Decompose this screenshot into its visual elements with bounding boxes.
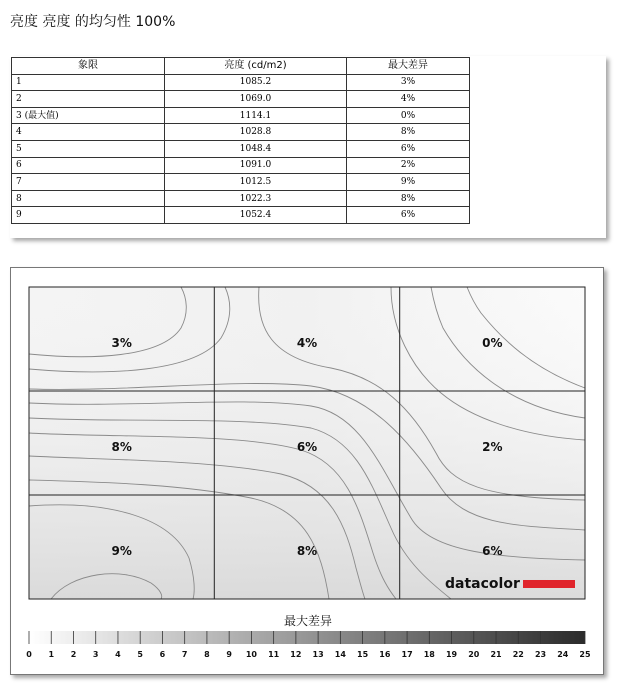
colorbar-tick-label: 8 xyxy=(204,650,210,659)
table-row xyxy=(12,174,470,191)
header-deviation: 最大差异 xyxy=(347,58,470,75)
cell-label-3: 0% xyxy=(482,336,503,350)
uniformity-map-panel xyxy=(10,267,604,675)
uniformity-map xyxy=(11,268,605,676)
quadrant-cell: 2 xyxy=(12,91,165,108)
colorbar-tick-label: 12 xyxy=(290,650,302,659)
luminance-cell: 1022.3 xyxy=(165,190,347,207)
deviation-cell: 9% xyxy=(347,174,470,191)
quadrant-cell: 9 xyxy=(12,207,165,224)
datacolor-wordmark: datacolor xyxy=(445,576,520,592)
colorbar-tick-label: 19 xyxy=(445,650,458,659)
quadrant-cell: 5 xyxy=(12,140,165,157)
colorbar-tick-label: 22 xyxy=(512,650,524,659)
cell-label-2: 4% xyxy=(296,336,318,350)
table-row xyxy=(12,124,470,141)
deviation-cell: 0% xyxy=(347,107,470,124)
luminance-cell: 1048.4 xyxy=(165,140,347,157)
cell-label-7: 9% xyxy=(111,544,132,558)
table-row xyxy=(12,74,470,91)
table-header-row xyxy=(12,58,470,75)
header-luminance: 亮度 (cd/m2) xyxy=(165,58,347,75)
colorbar-tick-label: 4 xyxy=(115,650,121,659)
quadrant-cell: 8 xyxy=(12,190,165,207)
quadrant-cell: 4 xyxy=(12,124,165,141)
luminance-cell: 1012.5 xyxy=(165,174,347,191)
table-row xyxy=(12,140,470,157)
table-row xyxy=(12,190,470,207)
cell-label-8: 8% xyxy=(296,544,318,558)
cell-label-9: 6% xyxy=(482,544,503,558)
colorbar-tick-label: 18 xyxy=(423,650,435,659)
datacolor-logo-bar xyxy=(523,580,575,588)
quadrant-cell: 7 xyxy=(12,174,165,191)
colorbar-tick-label: 7 xyxy=(181,650,188,659)
deviation-cell: 6% xyxy=(347,207,470,224)
header-quadrant: 象限 xyxy=(12,58,165,75)
colorbar-tick-label: 5 xyxy=(137,650,143,659)
colorbar-tick-label: 13 xyxy=(312,650,324,659)
colorbar-tick-label: 11 xyxy=(268,650,280,659)
luminance-table xyxy=(11,57,470,224)
quadrant-cell: 3 (最大值) xyxy=(12,107,165,124)
table-row xyxy=(12,91,470,108)
colorbar-tick-label: 16 xyxy=(379,650,391,659)
deviation-cell: 8% xyxy=(347,124,470,141)
colorbar-tick-label: 24 xyxy=(557,650,569,659)
luminance-table-panel xyxy=(10,56,606,238)
luminance-cell: 1085.2 xyxy=(165,74,347,91)
colorbar-tick-label: 3 xyxy=(92,650,99,659)
deviation-cell: 2% xyxy=(347,157,470,174)
cell-label-5: 6% xyxy=(296,440,318,454)
colorbar-tick-label: 10 xyxy=(245,650,257,659)
colorbar-tick-label: 14 xyxy=(334,650,346,659)
deviation-cell: 3% xyxy=(347,74,470,91)
quadrant-cell: 1 xyxy=(12,74,165,91)
colorbar-tick-label: 20 xyxy=(468,650,480,659)
colorbar xyxy=(29,631,585,644)
colorbar-tick-label: 17 xyxy=(401,650,413,659)
colorbar-tick-label: 0 xyxy=(26,650,32,659)
colorbar-tick-label: 15 xyxy=(357,650,369,659)
table-row xyxy=(12,107,470,124)
colorbar-tick-label: 9 xyxy=(226,650,232,659)
quadrant-cell: 6 xyxy=(12,157,165,174)
deviation-cell: 6% xyxy=(347,140,470,157)
colorbar-tick-label: 6 xyxy=(159,650,166,659)
colorbar-tick-label: 23 xyxy=(534,650,547,659)
luminance-cell: 1114.1 xyxy=(165,107,347,124)
colorbar-tick-label: 21 xyxy=(490,650,502,659)
luminance-cell: 1052.4 xyxy=(165,207,347,224)
table-row xyxy=(12,207,470,224)
cell-label-1: 3% xyxy=(111,336,132,350)
colorbar-tick-label: 2 xyxy=(70,650,77,659)
colorbar-tick-label: 1 xyxy=(48,650,55,659)
deviation-cell: 8% xyxy=(347,190,470,207)
cell-label-6: 2% xyxy=(482,440,503,454)
page-title: 亮度 亮度 的均匀性 100% xyxy=(10,14,176,30)
colorbar-tick-label: 25 xyxy=(579,650,591,659)
luminance-cell: 1069.0 xyxy=(165,91,347,108)
cell-label-4: 8% xyxy=(111,440,132,454)
deviation-cell: 4% xyxy=(347,91,470,108)
table-row xyxy=(12,157,470,174)
colorbar-title: 最大差异 xyxy=(283,614,333,628)
luminance-cell: 1091.0 xyxy=(165,157,347,174)
luminance-cell: 1028.8 xyxy=(165,124,347,141)
